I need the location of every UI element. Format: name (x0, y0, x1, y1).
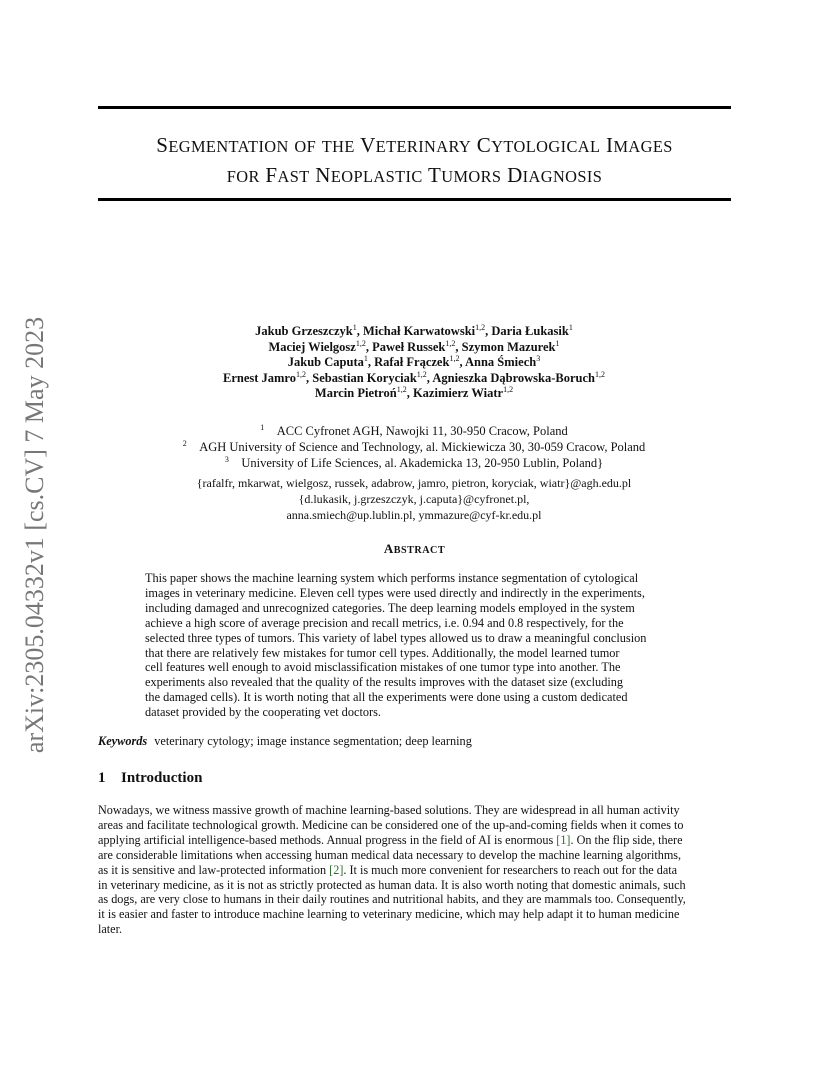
abstract-line: dataset provided by the cooperating vet doctors. (145, 705, 381, 720)
title-line-1: SEGMENTATION OF THE VETERINARY CYTOLOGICAL IMAGES (156, 133, 673, 157)
abstract-line: images in veterinary medicine. Eleven cell types were used directly and indirectly in the experiments, (145, 585, 645, 600)
author-name: Maciej Wielgosz (268, 339, 356, 354)
author-name: Marcin Pietroń (314, 386, 397, 400)
author-name: Daria Łukasik (491, 324, 569, 338)
abstract-line: the damaged cells). It is worth noting that all the experiments were done using a custom dedicated (145, 690, 628, 705)
arxiv-identifier: arXiv:2305.04332v1 [cs.CV] 7 May 2023 (20, 316, 49, 754)
citation-link-1[interactable]: [1] (556, 832, 571, 847)
body-text-fragment: . It is much more convenient for researchers to reach out for the data (343, 862, 678, 877)
body-line (98, 863, 731, 878)
abstract-line: cell features well enough to avoid misclassification mistakes of one tumor type into another. The (145, 660, 621, 675)
author-affiliation-marker: 1,2 (396, 385, 407, 394)
author-affiliation-marker: 1 (363, 354, 368, 363)
title-line-2: FOR FAST NEOPLASTIC TUMORS DIAGNOSIS (226, 163, 603, 187)
abstract-line: selected three types of tumors. This variety of label types allowed us to draw a meaningful conclusion (145, 630, 647, 645)
introduction-body (98, 803, 731, 937)
author-name: Szymon Mazurek (461, 339, 556, 354)
affiliation-1-number: 1 (260, 423, 265, 432)
body-text-fragment: applying artificial intelligence-based methods. Annual progress in the field of AI is enormous (98, 832, 557, 847)
author-name: Paweł Russek (372, 339, 446, 354)
abstract-line: achieve a high score of average precision and recall metrics, i.e. 0.94 and 0.8 respectively, for the (145, 615, 624, 630)
keywords (98, 734, 731, 749)
author-name: Ernest Jamro (222, 370, 297, 385)
affiliation-1-text: ACC Cyfronet AGH, Nawojki 11, 30-950 Cracow, Poland (276, 424, 568, 438)
abstract-line: This paper shows the machine learning system which performs instance segmentation of cytological (145, 571, 639, 585)
author-affiliation-marker: 1,2 (475, 323, 486, 332)
citation-link-2[interactable]: [2] (329, 862, 344, 877)
author-name: Michał Karwatowski (362, 324, 476, 338)
section-title: Introduction (121, 770, 203, 786)
author-line-2: Maciej Wielgosz$^{1,2}$, Paweł Russek$^{1,2}$, Szymon Mazurek$^1$ (268, 338, 560, 354)
email-line-3: anna.smiech@up.lublin.pl, ymmazure@cyf-kr.edu.pl (286, 508, 542, 522)
body-line (98, 833, 731, 848)
email-line-2: {d.lukasik, j.grzeszczyk, j.caputa}@cyfronet.pl, (298, 492, 530, 506)
author-name: Agnieszka Dąbrowska-Boruch (432, 370, 595, 385)
author-affiliation-marker: 1,2 (503, 385, 514, 394)
author-affiliation-marker: 1,2 (595, 369, 605, 379)
keywords-text: veterinary cytology; image instance segmentation; deep learning (154, 734, 472, 748)
author-affiliation-marker: 1,2 (449, 354, 460, 363)
author-name: Jakub Caputa (287, 355, 364, 369)
affiliation-2 (120, 439, 708, 455)
body-line: as dogs, are very close to humans in their daily routines and nutritional habits, and they are mammals too. Consequently, (98, 892, 686, 907)
author-line-3: Jakub Caputa$^1$, Rafał Frączek$^{1,2}$, Anna Śmiech$^3$ (287, 354, 541, 369)
abstract-line: that there are relatively few mistakes for tumor cell types. Additionally, the model learned tumor (145, 645, 620, 660)
affiliation-1 (120, 423, 708, 439)
author-affiliation-marker: 1 (555, 338, 560, 348)
author-affiliation-marker: 1 (352, 323, 357, 332)
body-text-fragment: as it is sensitive and law-protected information (98, 862, 330, 877)
author-list (160, 324, 668, 402)
author-affiliation-marker: 3 (536, 354, 541, 363)
body-line: later. (98, 922, 123, 937)
section-number: 1 (98, 770, 106, 786)
affiliation-list (120, 423, 708, 471)
author-affiliation-marker: 1,2 (296, 369, 307, 379)
abstract-heading: ABSTRACT (383, 541, 446, 556)
paper-title (98, 131, 731, 191)
body-line: in veterinary medicine, as it is not as strictly protected as human data. It is also worth noting that domestic animals, such (98, 877, 686, 892)
author-name: Anna Śmiech (465, 355, 537, 369)
author-name: Kazimierz Wiatr (412, 386, 504, 400)
affiliation-2-text: AGH University of Science and Technology, al. Mickiewicza 30, 30-059 Cracow, Poland (199, 440, 646, 454)
affiliation-3 (120, 455, 708, 471)
body-text-fragment: . On the flip side, there (570, 832, 683, 847)
author-affiliation-marker: 1,2 (355, 338, 366, 348)
affiliation-3-number: 3 (224, 455, 229, 464)
affiliation-3-text: University of Life Sciences, al. Akademicka 13, 20-950 Lublin, Poland} (241, 456, 604, 470)
author-line-4: Ernest Jamro$^{1,2}$, Sebastian Koryciak$^{1,2}$, Agnieszka Dąbrowska-Boruch$^{1,2}$ (222, 369, 605, 385)
author-name: Sebastian Koryciak (312, 370, 417, 385)
author-name: Jakub Grzeszczyk (255, 324, 353, 338)
body-line: are considerable limitations when accessing human medical data necessary to develop the machine learning algorithms, (98, 847, 682, 862)
section-heading-introduction (98, 769, 731, 787)
author-line-1: Jakub Grzeszczyk$^1$, Michał Karwatowski$^{1,2}$, Daria Łukasik$^1$ (255, 323, 573, 338)
abstract-body (145, 571, 683, 720)
author-affiliation-marker: 1,2 (416, 369, 427, 379)
keywords-label: Keywords (98, 734, 148, 748)
author-line-5: Marcin Pietroń$^{1,2}$, Kazimierz Wiatr$^{1,2}$ (314, 385, 514, 400)
title-rule-top (98, 106, 731, 109)
abstract-line: including damaged and unrecognized categories. The deep learning models employed in the system (145, 600, 635, 615)
body-line: areas and facilitate technological growth. Medicine can be considered one of the up-and-coming fields when it comes to (98, 817, 684, 832)
body-line: it is easier and faster to introduce machine learning to veterinary medicine, which may help adapt it to human medicine (98, 907, 680, 922)
abstract-line: experiments also revealed that the quality of the results improves with the dataset size (excluding (145, 675, 624, 690)
email-line-1: {rafalfr, mkarwat, wielgosz, russek, adabrow, jamro, pietron, koryciak, wiatr}@agh.edu.pl (196, 476, 632, 490)
email-list (120, 475, 708, 523)
author-affiliation-marker: 1,2 (445, 338, 456, 348)
affiliation-2-number: 2 (182, 439, 187, 448)
title-rule-bottom (98, 198, 731, 201)
author-name: Rafał Frączek (374, 355, 450, 369)
body-line: Nowadays, we witness massive growth of machine learning-based solutions. They are widespread in all human activity (98, 803, 680, 817)
author-affiliation-marker: 1 (568, 323, 573, 332)
